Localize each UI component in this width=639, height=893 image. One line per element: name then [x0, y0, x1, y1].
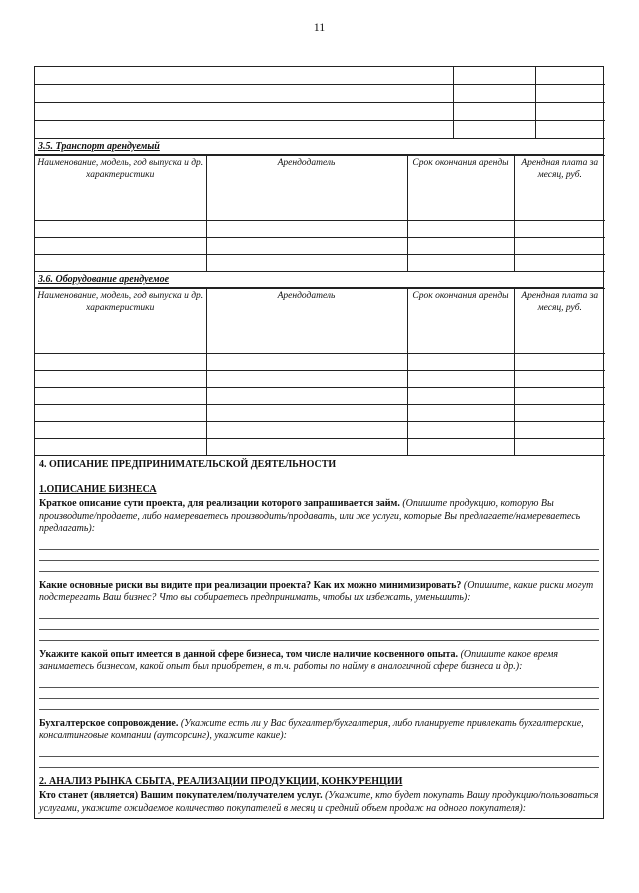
section-title: 3.6. Оборудование арендуемое: [38, 274, 170, 285]
table-row: [35, 422, 605, 439]
table-cell[interactable]: [535, 103, 605, 121]
subsection-business-description: 1.ОПИСАНИЕ БИЗНЕСА: [39, 483, 157, 495]
page-number: 11: [313, 20, 326, 34]
table-row: [35, 238, 605, 255]
form-frame: [34, 66, 604, 819]
column-header: Наименование, модель, год выпуска и др. характеристики: [35, 289, 206, 354]
table-row: [35, 103, 605, 121]
table-cell[interactable]: [35, 67, 453, 85]
table-cell[interactable]: [535, 121, 605, 139]
table-cell[interactable]: [206, 238, 407, 255]
table-row: [35, 405, 605, 422]
column-header: Срок окончания аренды: [407, 156, 514, 221]
table-cell[interactable]: [514, 354, 605, 371]
table-cell[interactable]: [35, 354, 206, 371]
table-cell[interactable]: [35, 103, 453, 121]
table-cell[interactable]: [35, 121, 453, 139]
table-cell[interactable]: [407, 405, 514, 422]
table-cell[interactable]: [514, 371, 605, 388]
table-cell[interactable]: [35, 85, 453, 103]
table-cell[interactable]: [407, 439, 514, 456]
table-cell[interactable]: [35, 439, 206, 456]
column-header: Арендодатель: [206, 156, 407, 221]
question-hint: (Укажите, кто будет покупать Вашу продукцию/пользоваться услугами, укажите ожидаемое количество покупателей в месяц и средний объем продаж на одного покупателя):: [39, 790, 599, 814]
answer-lines-accounting[interactable]: [39, 746, 599, 768]
question-label: Какие основные риски вы видите при реализации проекта? Как их можно минимизировать?: [39, 579, 462, 591]
table-cell[interactable]: [35, 238, 206, 255]
table-cell[interactable]: [407, 221, 514, 238]
table-cell[interactable]: [35, 388, 206, 405]
table-cell[interactable]: [407, 255, 514, 272]
table-cell[interactable]: [206, 405, 407, 422]
table-cell[interactable]: [206, 422, 407, 439]
answer-lines-project[interactable]: [39, 539, 599, 572]
column-header: Арендная плата за месяц, руб.: [514, 289, 605, 354]
question-label: Краткое описание сути проекта, для реализации которого запрашивается займ.: [39, 498, 400, 509]
table-cell[interactable]: [514, 405, 605, 422]
table-cell[interactable]: [206, 255, 407, 272]
table-row: [35, 221, 605, 238]
question-hint: (Опишите, какие риски могут подстерегать Ваш бизнес? Что вы собираетесь предпринимать, чтобы их избежать, уменьшить):: [39, 579, 594, 603]
table-cell[interactable]: [35, 422, 206, 439]
table-row: [35, 85, 605, 103]
table-cell[interactable]: [514, 238, 605, 255]
table-cell[interactable]: [514, 422, 605, 439]
rented-transport-table: [35, 155, 605, 272]
table-row: [35, 439, 605, 456]
table-cell[interactable]: [407, 371, 514, 388]
column-header: Арендная плата за месяц, руб.: [514, 156, 605, 221]
column-header: Арендодатель: [206, 289, 407, 354]
table-cell[interactable]: [453, 121, 535, 139]
question-experience: [39, 649, 599, 674]
question-project-description: [39, 498, 599, 536]
section-4: [35, 456, 603, 815]
question-hint: (Укажите есть ли у Вас бухгалтер/бухгалтерия, либо планируете привлекать бухгалтерские, консалтинговые компании (аутсорсинг), укажите какие):: [39, 717, 584, 741]
table-cell[interactable]: [514, 255, 605, 272]
table-row: [35, 354, 605, 371]
table-cell[interactable]: [535, 85, 605, 103]
question-hint: (Опишите какое время занимаетесь бизнесом, какой опыт был приобретен, в т.ч. работы по найму в аналогичной сфере бизнеса и др.):: [39, 648, 559, 672]
table-cell[interactable]: [407, 354, 514, 371]
table-cell[interactable]: [453, 67, 535, 85]
table-row: [35, 255, 605, 272]
question-label: Бухгалтерское сопровождение.: [39, 717, 179, 729]
table-cell[interactable]: [206, 354, 407, 371]
table-header-row: [35, 156, 605, 221]
table-cell[interactable]: [514, 439, 605, 456]
answer-lines-risks[interactable]: [39, 608, 599, 641]
table-cell[interactable]: [514, 388, 605, 405]
question-risks: [39, 580, 599, 605]
table-cell[interactable]: [407, 238, 514, 255]
table-cell[interactable]: [35, 405, 206, 422]
table-cell[interactable]: [35, 255, 206, 272]
section-heading-3-6: [35, 272, 603, 288]
table-cell[interactable]: [453, 85, 535, 103]
section-title: 3.5. Транспорт арендуемый: [38, 141, 160, 152]
table-cell[interactable]: [407, 388, 514, 405]
table-row: [35, 67, 605, 85]
rented-equipment-table: [35, 288, 605, 456]
subsection-market-analysis: 2. АНАЛИЗ РЫНКА СБЫТА, РЕАЛИЗАЦИИ ПРОДУКЦИИ, КОНКУРЕНЦИИ: [39, 775, 403, 787]
question-customers: [39, 790, 599, 815]
table-row: [35, 371, 605, 388]
question-hint: (Опишите продукцию, которую Вы производите/продаете, либо намереваетесь производить/продавать, или же услуги, которые Вы предлагаете/намереваетесь предлагать):: [39, 498, 581, 534]
table-cell[interactable]: [35, 221, 206, 238]
answer-lines-experience[interactable]: [39, 677, 599, 710]
table-cell[interactable]: [35, 371, 206, 388]
table-cell[interactable]: [206, 221, 407, 238]
table-cell[interactable]: [514, 221, 605, 238]
question-label: Укажите какой опыт имеется в данной сфере бизнеса, том числе наличие косвенного опыта.: [39, 648, 459, 660]
table-row: [35, 121, 605, 139]
table-header-row: [35, 289, 605, 354]
table-cell[interactable]: [407, 422, 514, 439]
table-row: [35, 388, 605, 405]
section-heading-3-5: [35, 139, 603, 155]
continued-table: [35, 67, 605, 139]
table-cell[interactable]: [206, 371, 407, 388]
question-label: Кто станет (является) Вашим покупателем/получателем услуг.: [39, 790, 323, 801]
table-cell[interactable]: [206, 388, 407, 405]
column-header: Срок окончания аренды: [407, 289, 514, 354]
table-cell[interactable]: [206, 439, 407, 456]
table-cell[interactable]: [453, 103, 535, 121]
column-header: Наименование, модель, год выпуска и др. характеристики: [35, 156, 206, 221]
question-accounting: [39, 718, 599, 743]
table-cell[interactable]: [535, 67, 605, 85]
section-4-title: 4. ОПИСАНИЕ ПРЕДПРИНИМАТЕЛЬСКОЙ ДЕЯТЕЛЬНОСТИ: [39, 459, 337, 470]
